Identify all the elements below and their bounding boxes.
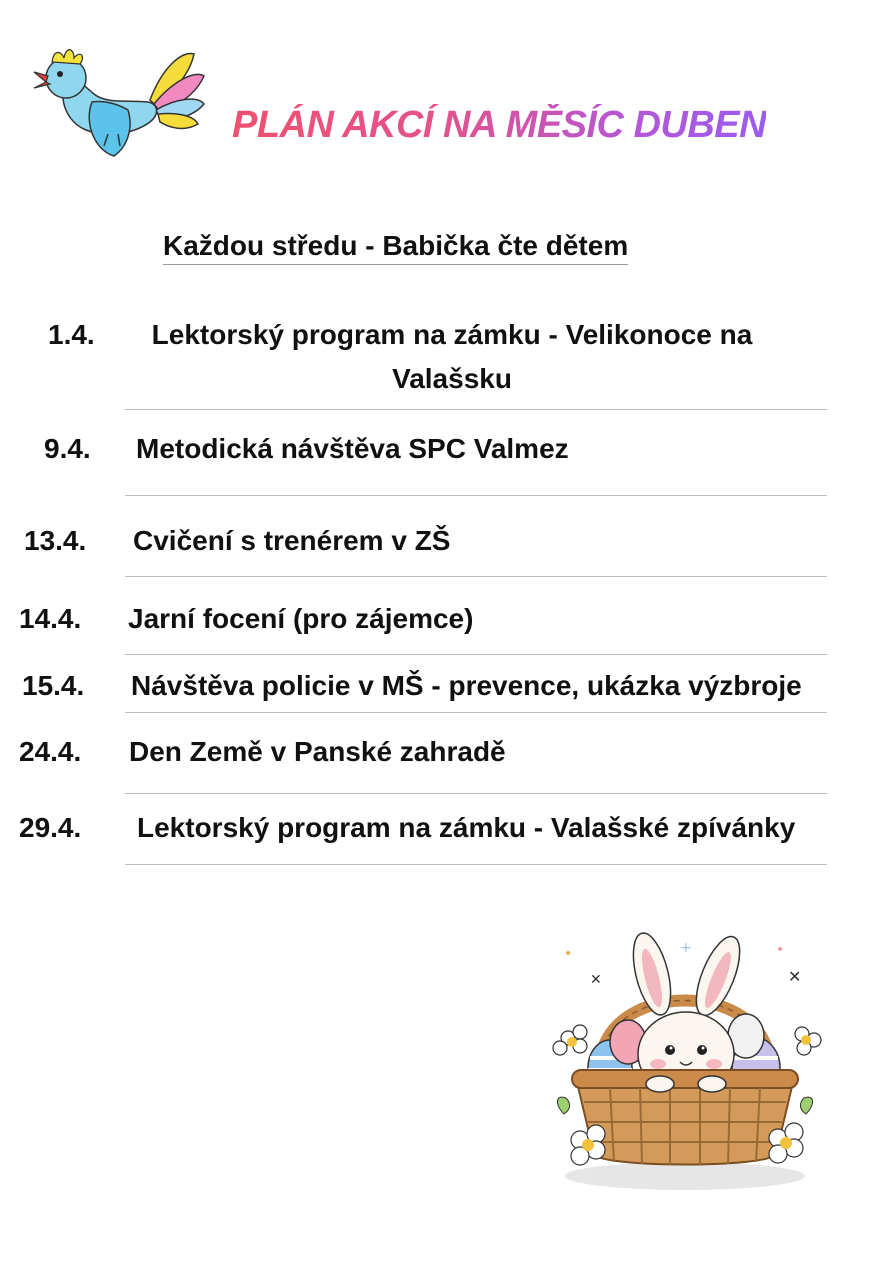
- bird-icon: [22, 38, 212, 168]
- event-date: 1.4.: [48, 319, 95, 350]
- event-date: 15.4.: [22, 670, 85, 701]
- divider: [125, 793, 827, 794]
- svg-text:•: •: [564, 946, 573, 962]
- svg-text:•: •: [776, 942, 785, 958]
- event-date: 24.4.: [19, 736, 82, 767]
- divider: [125, 712, 827, 713]
- divider: [125, 495, 827, 496]
- event-text: Návštěva policie v MŠ - prevence, ukázka výzbroje: [131, 670, 802, 701]
- event-date: 14.4.: [19, 603, 82, 634]
- svg-text:✕: ✕: [788, 967, 802, 986]
- event-text: Lektorský program na zámku - Velikonoce na Valašsku: [151, 319, 753, 394]
- svg-text:+: +: [680, 940, 692, 956]
- event-text: Metodická návštěva SPC Valmez: [136, 433, 569, 464]
- divider: [125, 654, 827, 655]
- divider: [125, 409, 827, 410]
- easter-bunny-basket-icon: [540, 918, 830, 1203]
- divider: [125, 864, 827, 865]
- event-text: Lektorský program na zámku - Valašské zpívánky: [137, 812, 796, 843]
- event-date: 9.4.: [44, 433, 91, 464]
- event-text: Den Země v Panské zahradě: [129, 736, 506, 767]
- divider: [125, 576, 827, 577]
- event-text: Cvičení s trenérem v ZŠ: [133, 525, 451, 556]
- page-title: PLÁN AKCÍ NA MĚSÍC DUBEN: [232, 104, 767, 146]
- weekly-event: Každou středu - Babička čte dětem: [163, 230, 628, 265]
- event-date: 13.4.: [24, 525, 87, 556]
- svg-text:✕: ✕: [590, 972, 602, 988]
- event-date: 29.4.: [19, 812, 82, 843]
- event-text: Jarní focení (pro zájemce): [128, 603, 474, 634]
